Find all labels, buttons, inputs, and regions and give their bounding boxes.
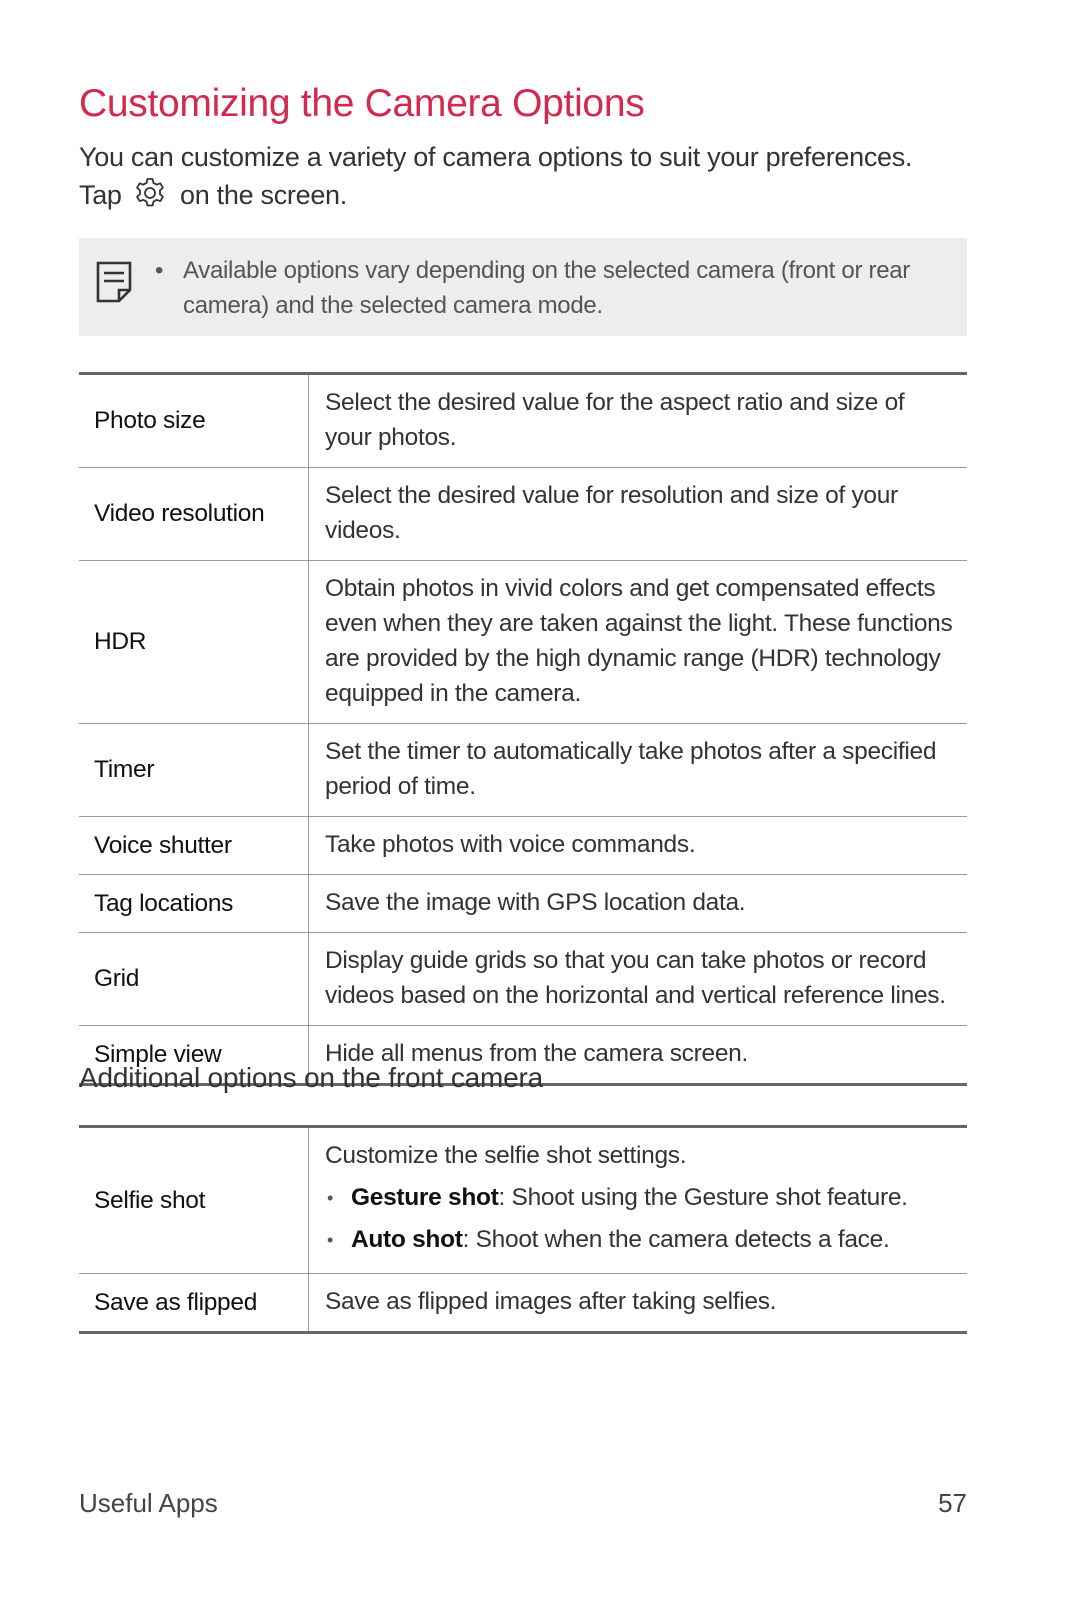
option-name: Tag locations (79, 875, 309, 933)
option-name: Simple view (79, 1026, 309, 1085)
option-name: Video resolution (79, 468, 309, 561)
option-description: Save the image with GPS location data. (325, 889, 746, 916)
list-item (325, 1177, 953, 1219)
table-row (79, 468, 967, 561)
page-number: 57 (938, 1488, 967, 1518)
list-item-term: Auto shot (351, 1226, 463, 1253)
note-icon (95, 260, 133, 309)
list-item-text: : Shoot using the Gesture shot feature. (498, 1184, 908, 1211)
option-name: Save as flipped (79, 1274, 309, 1333)
list-item (325, 1219, 953, 1261)
option-description: Take photos with voice commands. (325, 831, 696, 858)
gear-icon (133, 176, 167, 220)
note-bullet: • (155, 257, 164, 284)
intro-tap-text: Tap (79, 180, 122, 210)
option-description: Save as flipped images after taking selfies. (325, 1288, 777, 1315)
intro-text (79, 138, 979, 220)
intro-after-icon-text: on the screen. (180, 180, 347, 210)
option-name: Grid (79, 933, 309, 1026)
option-description: Display guide grids so that you can take photos or record videos based on the horizontal and vertical reference lines. (325, 947, 946, 1009)
option-description: Hide all menus from the camera screen. (325, 1040, 748, 1067)
list-item-term: Gesture shot (351, 1184, 499, 1211)
table-row (79, 374, 967, 468)
option-description: Select the desired value for the aspect ratio and size of your photos. (325, 389, 905, 451)
list-item-text: : Shoot when the camera detects a face. (462, 1226, 890, 1253)
selfie-options-list (325, 1177, 953, 1261)
option-description: Obtain photos in vivid colors and get compensated effects even when they are taken against the light. These functions are provided by the high dynamic range (HDR) technology equipped in the camera. (325, 575, 953, 707)
option-name: Timer (79, 724, 309, 817)
option-name: HDR (79, 561, 309, 724)
table-row (79, 817, 967, 875)
table-row (79, 1274, 967, 1333)
option-name: Photo size (79, 374, 309, 468)
page-title: Customizing the Camera Options (79, 82, 645, 125)
note-text: Available options vary depending on the selected camera (front or rear camera) and the selected camera mode. (183, 257, 910, 319)
note-box (79, 238, 967, 336)
table-row (79, 1127, 967, 1274)
selfie-description: Customize the selfie shot settings. (325, 1142, 687, 1169)
intro-line-2 (79, 176, 979, 220)
intro-line-1: You can customize a variety of camera options to suit your preferences. (79, 142, 913, 172)
table-row (79, 561, 967, 724)
section-heading: Additional options on the front camera (79, 1062, 544, 1093)
footer-section-label: Useful Apps (79, 1488, 218, 1518)
table-row (79, 933, 967, 1026)
option-name: Selfie shot (79, 1127, 309, 1274)
option-description (309, 1127, 968, 1274)
camera-options-table (79, 372, 967, 1086)
table-row (79, 875, 967, 933)
table-row (79, 724, 967, 817)
front-camera-options-table (79, 1125, 967, 1334)
option-description: Select the desired value for resolution and size of your videos. (325, 482, 898, 544)
option-description: Set the timer to automatically take photos after a specified period of time. (325, 738, 937, 800)
option-name: Voice shutter (79, 817, 309, 875)
